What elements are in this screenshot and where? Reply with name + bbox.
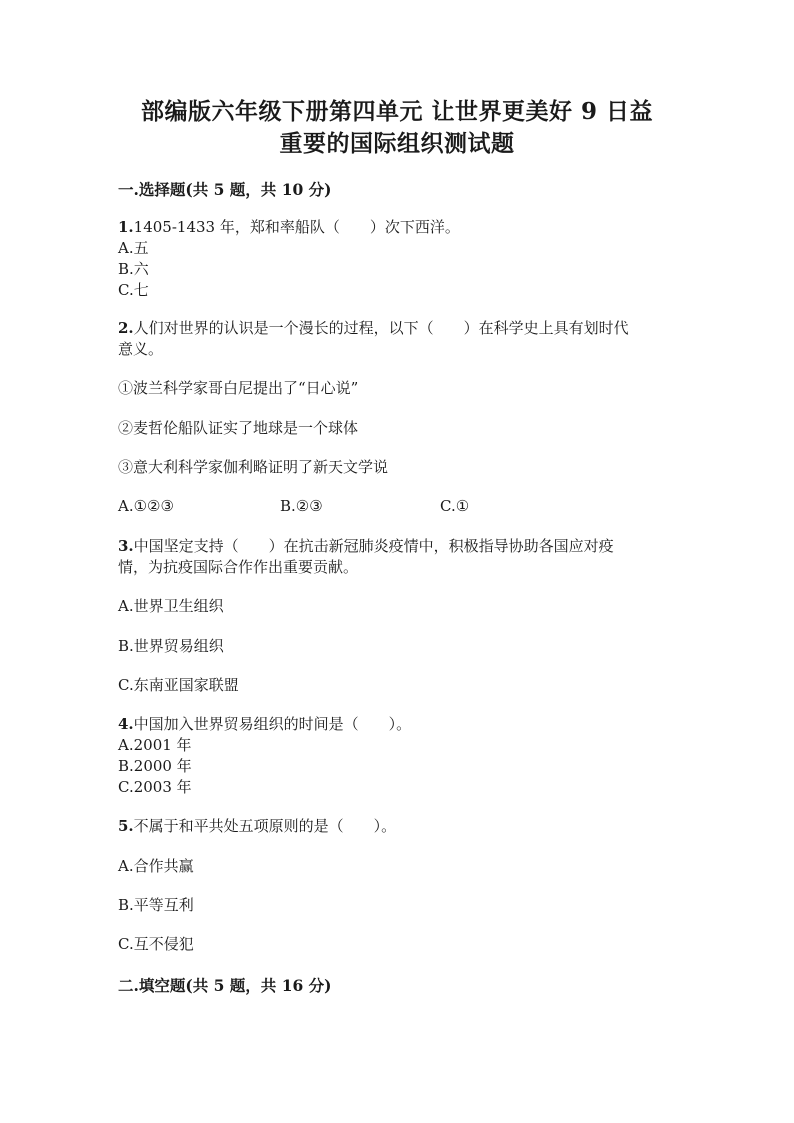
title-line-1: 部编版六年级下册第四单元 让世界更美好 9 日益: [140, 98, 654, 125]
option-b: B.平等互利: [118, 896, 194, 914]
question-text: 不属于和平共处五项原则的是（ ）。: [133, 817, 397, 835]
question-5: [118, 816, 396, 836]
question-number: 3.: [118, 537, 134, 555]
question-number: 2.: [118, 319, 134, 337]
question-number: 4.: [118, 715, 134, 733]
option-a: A.五: [118, 239, 149, 257]
option-a: A.合作共赢: [118, 857, 194, 875]
statement-2: ②麦哲伦船队证实了地球是一个球体: [118, 419, 359, 437]
option-c: C.互不侵犯: [118, 935, 194, 953]
question-1: [118, 217, 460, 237]
question-text: 人们对世界的认识是一个漫长的过程，以下（ ）在科学史上具有划时代: [133, 319, 629, 337]
option-c: C.七: [118, 281, 149, 299]
question-number: 1.: [118, 218, 134, 236]
question-2: [118, 318, 629, 338]
question-text: 中国坚定支持（ ）在抗击新冠肺炎疫情中，积极指导协助各国应对疫: [133, 537, 614, 555]
option-b: B.2000 年: [118, 757, 192, 775]
option-c: C.①: [440, 497, 470, 515]
option-a: A.世界卫生组织: [118, 597, 224, 615]
title-line-2: 重要的国际组织测试题: [279, 130, 515, 157]
question-2-continuation: 意义。: [118, 340, 164, 358]
section-heading-choice: 一.选择题(共 5 题，共 10 分): [118, 180, 332, 199]
section-heading-fill: 二.填空题(共 5 题，共 16 分): [118, 976, 332, 995]
question-number: 5.: [118, 817, 134, 835]
question-3-continuation: 情，为抗疫国际合作作出重要贡献。: [118, 558, 359, 576]
question-3: [118, 536, 614, 556]
option-c: C.东南亚国家联盟: [118, 676, 239, 694]
statement-1: ①波兰科学家哥白尼提出了“日心说”: [118, 379, 359, 397]
question-text: 中国加入世界贸易组织的时间是（ ）。: [133, 715, 412, 733]
question-4: [118, 714, 411, 734]
option-b: B.世界贸易组织: [118, 637, 224, 655]
option-a: A.2001 年: [118, 736, 192, 754]
option-a: A.①②③: [118, 497, 174, 515]
document-title: [60, 96, 734, 160]
question-text: 1405-1433 年，郑和率船队（ ）次下西洋。: [133, 218, 460, 236]
statement-3: ③意大利科学家伽利略证明了新天文学说: [118, 458, 389, 476]
option-b: B.②③: [280, 497, 323, 515]
option-c: C.2003 年: [118, 778, 192, 796]
option-b: B.六: [118, 260, 149, 278]
